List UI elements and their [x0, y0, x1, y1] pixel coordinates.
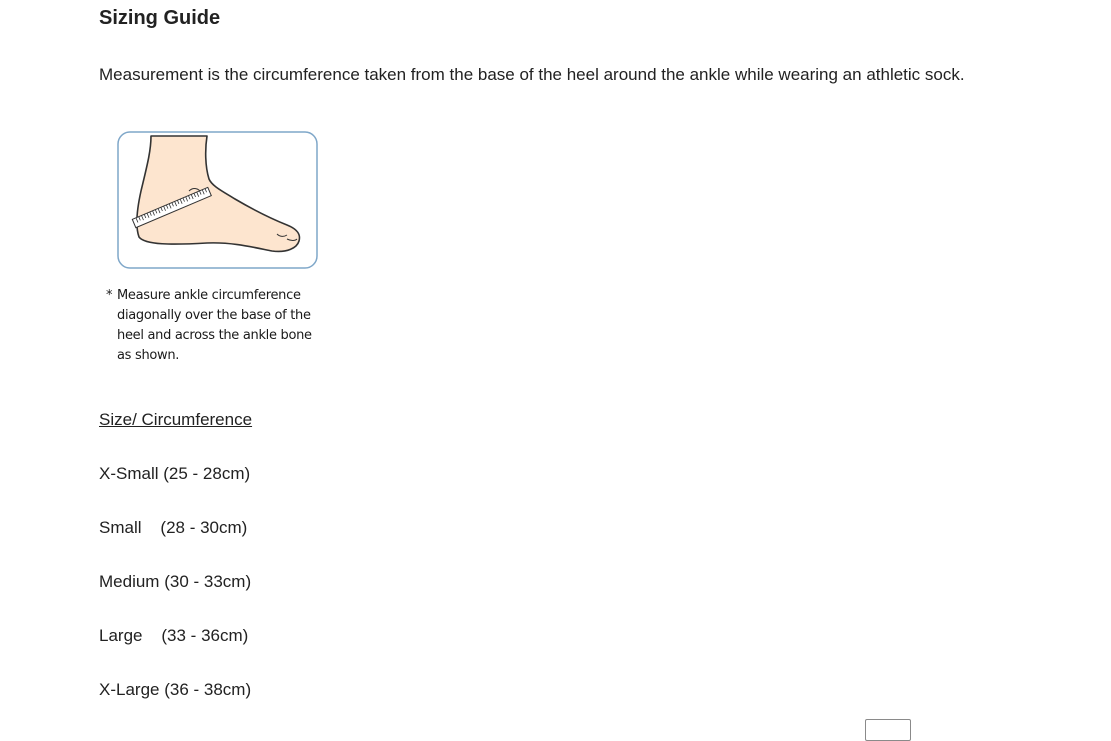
caption-asterisk: *	[106, 288, 113, 303]
size-row-large	[99, 626, 248, 646]
ankle-measurement-icon	[117, 131, 319, 271]
figure-caption	[106, 286, 326, 366]
measurement-figure	[104, 128, 324, 373]
size-range: (36 - 38cm)	[164, 680, 252, 699]
measurement-description: Measurement is the circumference taken from the base of the heel around the ankle while wearing an athletic sock.	[99, 65, 965, 84]
size-row-medium	[99, 572, 251, 592]
size-row-small	[99, 518, 247, 538]
size-range: (33 - 36cm)	[161, 626, 249, 645]
size-range: (25 - 28cm)	[163, 464, 251, 483]
size-row-x-large	[99, 680, 251, 700]
size-table-header: Size/ Circumference	[99, 410, 253, 429]
size-range: (30 - 33cm)	[164, 572, 252, 591]
size-range: (28 - 30cm)	[160, 518, 248, 537]
size-name: X-Small	[99, 464, 159, 483]
size-name: Medium	[99, 572, 160, 591]
caption-text: Measure ankle circumference diagonally over the base of the heel and across the ankle bone as shown.	[117, 288, 312, 363]
size-name: Large	[99, 626, 143, 645]
size-row-x-small	[99, 464, 250, 484]
page-title: Sizing Guide	[99, 7, 221, 29]
partial-control-box[interactable]	[865, 719, 911, 741]
size-name: X-Large	[99, 680, 160, 699]
size-name: Small	[99, 518, 142, 537]
